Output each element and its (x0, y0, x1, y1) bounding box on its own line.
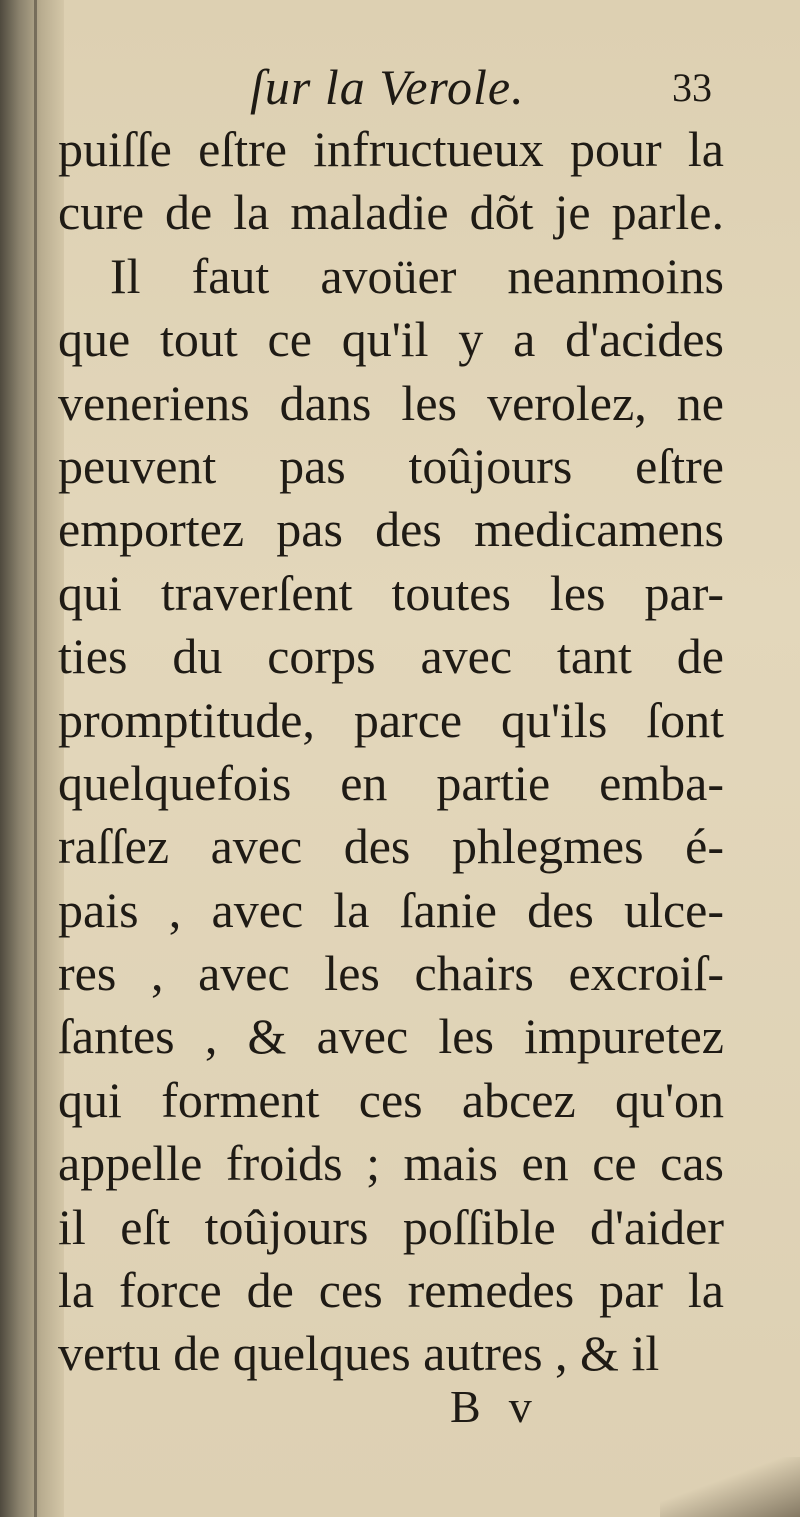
text-line: qui traverſent toutes les par- (58, 564, 724, 621)
text-line: cure de la maladie dõt je parle. (58, 184, 724, 241)
page-number: 33 (672, 65, 712, 110)
running-head: ſur la Verole. (250, 59, 525, 115)
text-line: quelquefois en partie emba- (58, 754, 724, 811)
page-corner-shadow (660, 1457, 800, 1517)
text-line: raſſez avec des phlegmes é- (58, 818, 724, 875)
text-line-paragraph-start: Il faut avoüer neanmoins (110, 247, 724, 304)
text-line: vertu de quelques autres , & il (58, 1325, 660, 1382)
text-line: peuvent pas toûjours eſtre (58, 437, 724, 494)
text-line: veneriens dans les verolez, ne (58, 374, 724, 431)
text-line: res , avec les chairs excroiſ- (58, 945, 724, 1002)
body-text (58, 118, 724, 1386)
text-line: il eſt toûjours poſſible d'aider (58, 1198, 724, 1255)
text-line: ſantes , & avec les impuretez (58, 1008, 724, 1065)
text-line: pais , avec la ſanie des ulce- (58, 881, 724, 938)
book-gutter (0, 0, 64, 1517)
signature-number: v (508, 1381, 532, 1432)
signature-letter: B (450, 1381, 481, 1432)
text-line: la force de ces remedes par la (58, 1262, 724, 1319)
text-line: ties du corps avec tant de (58, 628, 724, 685)
text-line: puiſſe eſtre infructueux pour la (58, 121, 724, 177)
text-line: qui forment ces abcez qu'on (58, 1071, 724, 1128)
signature-mark (450, 1380, 532, 1433)
text-line: appelle froids ; mais en ce cas (58, 1135, 724, 1192)
text-line: promptitude, parce qu'ils ſont (58, 691, 724, 748)
binding-edge (34, 0, 37, 1517)
text-line: que tout ce qu'il y a d'acides (58, 311, 724, 368)
text-line: emportez pas des medicamens (58, 501, 724, 558)
